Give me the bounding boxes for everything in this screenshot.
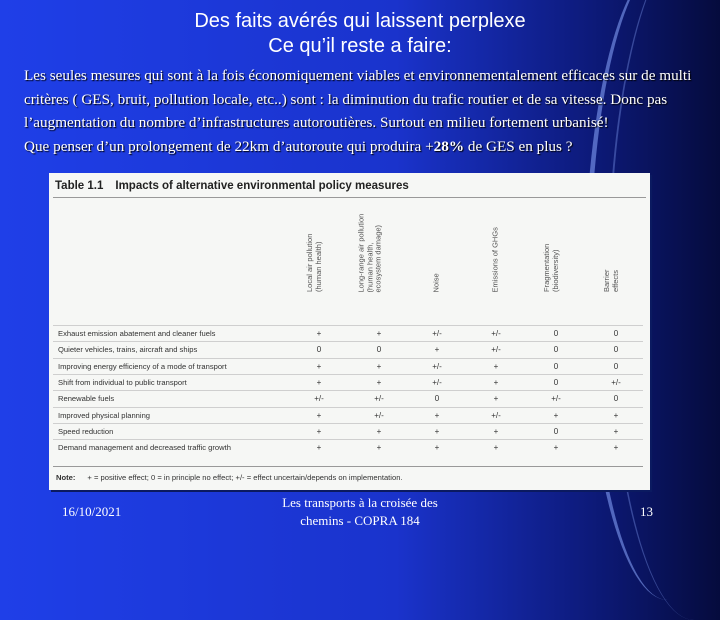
body-paragraph-1: Les seules mesures qui sont à la fois économiquement viables et environnementalement efficaces sur de multi critères ( GES, bruit, pollution locale, etc..) sont : la diminution du trafic routier et de sa vitesse. Donc pas l’augmentation du nombre d’infrastructures autoroutières. Surtout en milieu fortement urbanisé!: [24, 67, 692, 131]
row-label: Shift from individual to public transport: [58, 377, 187, 387]
row-label: Renewable fuels: [58, 394, 115, 404]
table-cell: 0: [553, 426, 559, 436]
column-header: Fragmentation (biodiversity): [542, 243, 560, 292]
row-label: Improving energy efficiency of a mode of transport: [58, 361, 227, 371]
table-row: [53, 390, 643, 407]
footer-date: 16/10/2021: [62, 504, 122, 519]
paragraph2-post: de GES en plus ?: [464, 137, 573, 155]
table-cell: +: [316, 410, 322, 420]
table-cell: +/-: [314, 394, 324, 404]
slide-title: Des faits avérés qui laissent perplexe: [194, 10, 526, 32]
table-cell: +/-: [611, 377, 621, 387]
table-cell: +: [613, 426, 619, 436]
paragraph2-pre: Que penser d’un prolongement de 22km d’autoroute qui produira +: [24, 137, 434, 155]
table-cell: +: [613, 410, 619, 420]
table-cell: 0: [553, 345, 559, 355]
table-cell: +/-: [491, 410, 501, 420]
row-label: Quieter vehicles, trains, aircraft and ships: [58, 345, 198, 355]
table-cell: +/-: [432, 377, 442, 387]
table-cell: +: [316, 426, 322, 436]
table-cell: +/-: [491, 345, 501, 355]
slide-body: [24, 64, 700, 158]
table-cell: 0: [613, 329, 619, 338]
table-cell: +: [376, 443, 382, 453]
table-cell: +: [376, 361, 382, 371]
column-header: Barrier effects: [602, 269, 620, 292]
table-cell: +: [316, 329, 322, 338]
table-note-text: + = positive effect; 0 = in principle no effect; +/- = effect uncertain/depends on implementation.: [87, 473, 403, 482]
table-cell: +: [376, 426, 382, 436]
body-paragraph-2: [24, 135, 700, 159]
policy-impacts-table: [49, 173, 650, 490]
column-header: Noise: [431, 272, 441, 292]
table-bottom-rule: [53, 466, 643, 467]
table-row: [53, 325, 643, 342]
table-cell: +: [553, 410, 559, 420]
footer-center-text: Les transports à la croisée des chemins - COPRA 184: [282, 495, 438, 528]
table-row: [53, 423, 643, 440]
table-number: Table 1.1: [55, 180, 104, 192]
table-note: [56, 473, 403, 482]
table-cell: +: [493, 426, 499, 436]
table-cell: +: [376, 329, 382, 338]
row-label: Speed reduction: [58, 426, 114, 436]
table-cell: 0: [613, 361, 619, 371]
table-cell: 0: [553, 361, 559, 371]
table-cell: 0: [316, 345, 322, 355]
column-header: Local air pollution (human health): [305, 233, 323, 292]
table-cell: 0: [434, 394, 440, 404]
ghg-increase-percent: 28%: [433, 137, 465, 155]
table-cell: +: [493, 361, 499, 371]
table-cell: 0: [376, 345, 382, 355]
table-caption-text: Impacts of alternative environmental policy measures: [115, 180, 409, 192]
table-cell: +: [316, 443, 322, 453]
column-header: Emissions of GHGs: [490, 226, 500, 292]
table-cell: 0: [613, 394, 619, 404]
table-cell: +: [434, 443, 440, 453]
table-cell: +/-: [374, 394, 384, 404]
table-caption: [55, 180, 409, 192]
table-cell: 0: [553, 329, 559, 338]
row-label: Demand management and decreased traffic growth: [58, 443, 231, 453]
table-row: [53, 341, 643, 358]
table-row: [53, 358, 643, 375]
table-cell: +: [316, 377, 322, 387]
table-row: [53, 374, 643, 391]
row-label: Exhaust emission abatement and cleaner fuels: [58, 329, 216, 338]
slide-number: 13: [640, 504, 653, 519]
table-cell: +/-: [551, 394, 561, 404]
table-cell: +: [493, 377, 499, 387]
table-cell: +/-: [374, 410, 384, 420]
slide-subtitle: Ce qu’il reste a faire:: [268, 35, 452, 57]
table-row: [53, 439, 643, 456]
table-cell: +: [434, 345, 440, 355]
table-cell: 0: [613, 345, 619, 355]
table-cell: +: [434, 426, 440, 436]
table-cell: 0: [553, 377, 559, 387]
row-label: Improved physical planning: [58, 410, 151, 420]
table-cell: +: [316, 361, 322, 371]
table-cell: +: [434, 410, 440, 420]
table-note-label: Note:: [56, 473, 76, 482]
table-cell: +: [553, 443, 559, 453]
table-row: [53, 407, 643, 424]
table-cell: +/-: [432, 361, 442, 371]
column-header: Long-range air pollution (human health, ecosystem damage): [356, 213, 383, 292]
table-cell: +/-: [432, 329, 442, 338]
table-cell: +: [376, 377, 382, 387]
table-cell: +: [493, 394, 499, 404]
table-cell: +: [613, 443, 619, 453]
table-cell: +/-: [491, 329, 501, 338]
table-caption-rule: [53, 197, 646, 198]
table-cell: +: [493, 443, 499, 453]
